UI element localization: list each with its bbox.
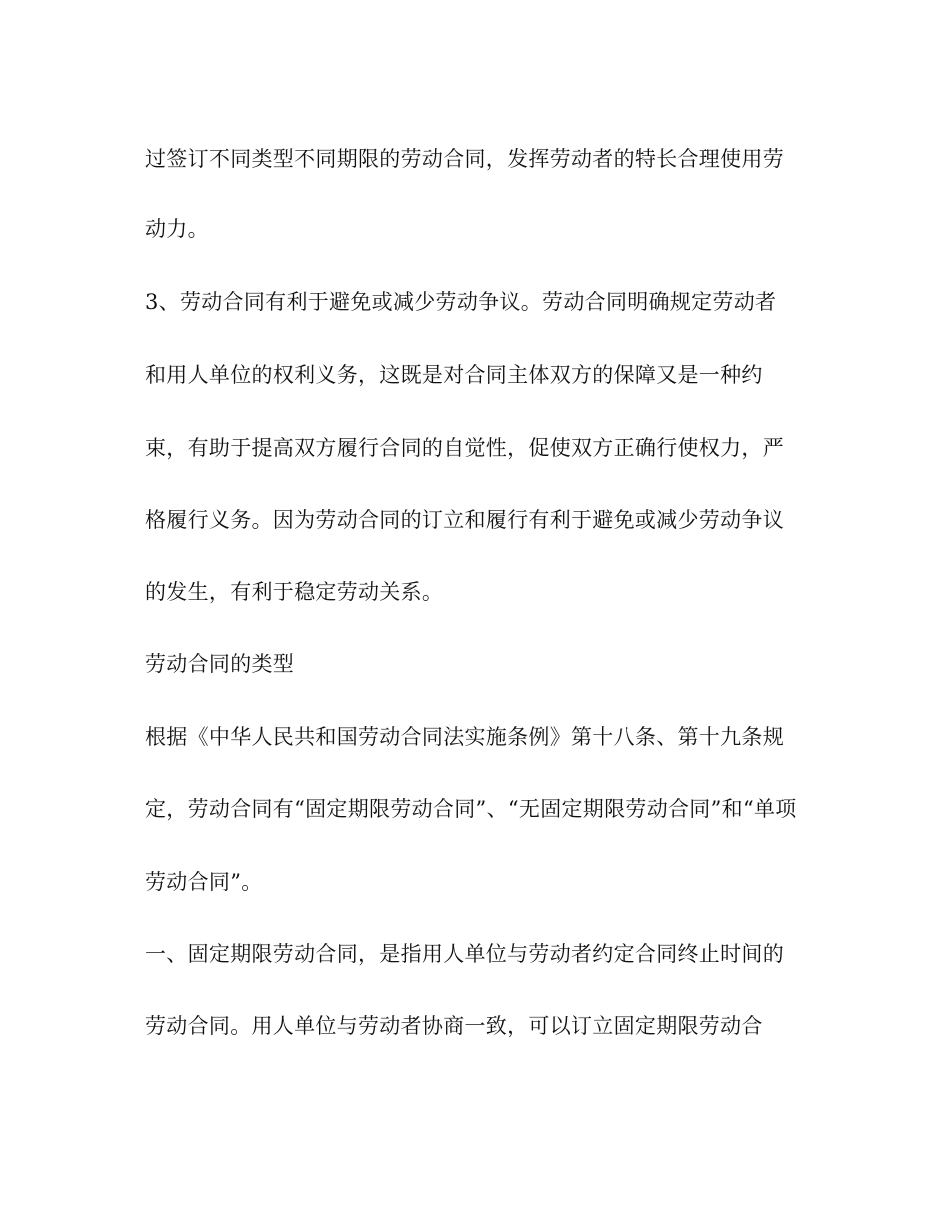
text-line: 和用人单位的权利义务，这既是对合同主体双方的保障又是一种约 [145, 363, 763, 387]
text-line: 3、劳动合同有利于避免或减少劳动争议。劳动合同明确规定劳动者 [145, 290, 777, 314]
text-line: 劳动合同。用人单位与劳动者协商一致，可以订立固定期限劳动合 [145, 1014, 763, 1038]
text-line: 的发生，有利于稳定劳动关系。 [145, 580, 444, 604]
section-heading: 劳动合同的类型 [145, 652, 295, 676]
text-line: 定，劳动合同有“固定期限劳动合同”、“无固定期限劳动合同”和“单项 [145, 797, 797, 821]
text-line: 格履行义务。因为劳动合同的订立和履行有利于避免或减少劳动争议 [145, 508, 784, 532]
text-line: 劳动合同”。 [145, 870, 263, 894]
text-line: 动力。 [145, 217, 209, 241]
text-line: 束，有助于提高双方履行合同的自觉性，促使双方正确行使权力，严 [145, 436, 784, 460]
text-line: 根据《中华人民共和国劳动合同法实施条例》第十八条、第十九条规 [145, 725, 784, 749]
text-line: 一、固定期限劳动合同，是指用人单位与劳动者约定合同终止时间的 [145, 942, 784, 966]
text-line: 过签订不同类型不同期限的劳动合同，发挥劳动者的特长合理使用劳 [145, 147, 784, 171]
